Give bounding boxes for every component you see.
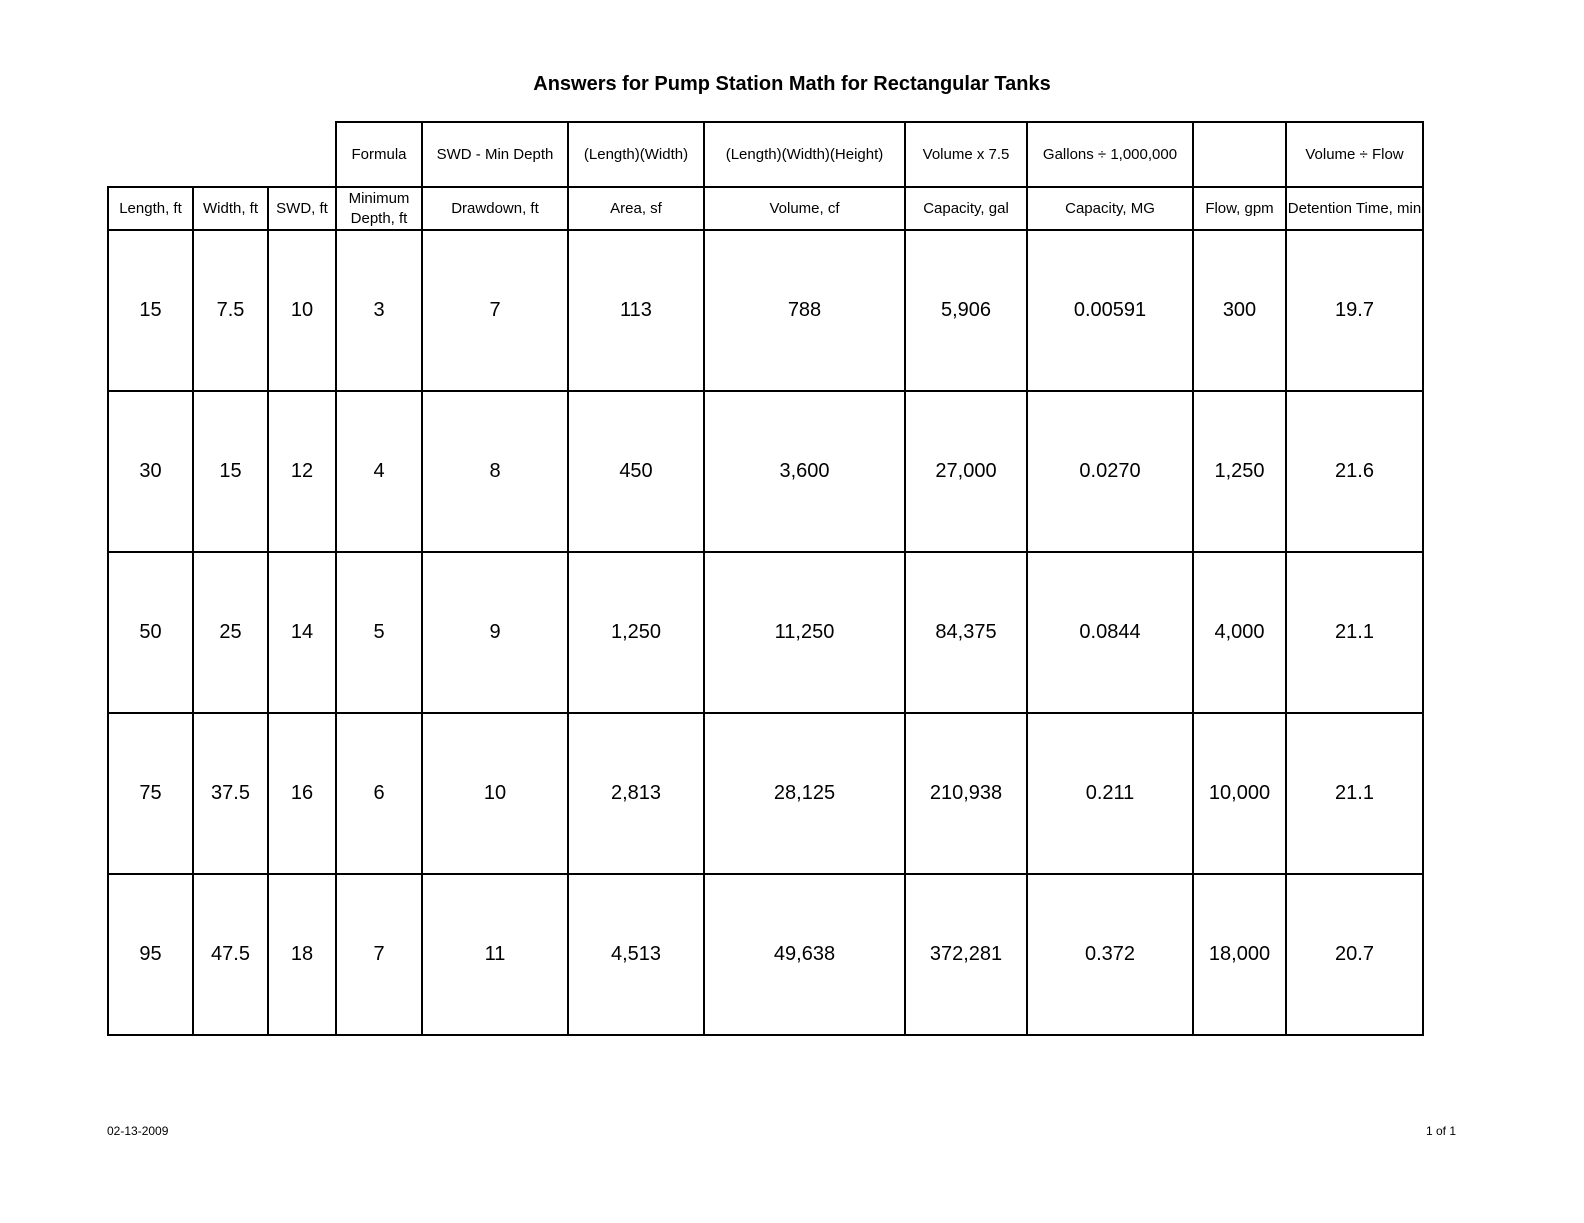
table-row (108, 874, 1423, 1035)
table-cell: 27,000 (905, 391, 1027, 552)
table-cell: 1,250 (568, 552, 704, 713)
table-cell: 2,813 (568, 713, 704, 874)
column-header: Width, ft (193, 187, 268, 230)
table-cell: 75 (108, 713, 193, 874)
column-header: Capacity, MG (1027, 187, 1193, 230)
table-cell: 0.211 (1027, 713, 1193, 874)
formula-cell: SWD - Min Depth (422, 122, 568, 187)
formula-cell: (Length)(Width) (568, 122, 704, 187)
table-cell: 372,281 (905, 874, 1027, 1035)
table-cell: 30 (108, 391, 193, 552)
table-cell: 4,000 (1193, 552, 1286, 713)
footer-date: 02-13-2009 (107, 1124, 169, 1138)
table-cell: 18,000 (1193, 874, 1286, 1035)
table-cell: 3 (336, 230, 422, 391)
blank-cell (108, 122, 193, 187)
table-cell: 10 (268, 230, 336, 391)
formula-cell: Volume x 7.5 (905, 122, 1027, 187)
column-header: Volume, cf (704, 187, 905, 230)
table-row (108, 552, 1423, 713)
table-cell: 21.6 (1286, 391, 1423, 552)
table-cell: 15 (108, 230, 193, 391)
table-cell: 21.1 (1286, 713, 1423, 874)
blank-cell (193, 122, 268, 187)
table-cell: 95 (108, 874, 193, 1035)
column-header: Length, ft (108, 187, 193, 230)
table-cell: 113 (568, 230, 704, 391)
formula-cell: (Length)(Width)(Height) (704, 122, 905, 187)
formula-cell: Formula (336, 122, 422, 187)
table-cell: 20.7 (1286, 874, 1423, 1035)
table-cell: 450 (568, 391, 704, 552)
table-cell: 4 (336, 391, 422, 552)
table-cell: 7.5 (193, 230, 268, 391)
footer-page-number: 1 of 1 (1426, 1124, 1457, 1138)
table-cell: 3,600 (704, 391, 905, 552)
table-cell: 16 (268, 713, 336, 874)
table-cell: 7 (336, 874, 422, 1035)
column-header: Flow, gpm (1193, 187, 1286, 230)
table-cell: 6 (336, 713, 422, 874)
table-cell: 21.1 (1286, 552, 1423, 713)
column-header: Detention Time, min (1286, 187, 1423, 230)
table-cell: 0.00591 (1027, 230, 1193, 391)
table-cell: 7 (422, 230, 568, 391)
table-cell: 0.0270 (1027, 391, 1193, 552)
table-cell: 1,250 (1193, 391, 1286, 552)
table-cell: 5,906 (905, 230, 1027, 391)
table-cell: 28,125 (704, 713, 905, 874)
table-cell: 15 (193, 391, 268, 552)
formula-cell: Volume ÷ Flow (1286, 122, 1423, 187)
formula-cell: Gallons ÷ 1,000,000 (1027, 122, 1193, 187)
table-cell: 10 (422, 713, 568, 874)
table-cell: 18 (268, 874, 336, 1035)
table-row (108, 230, 1423, 391)
answers-table (107, 121, 1424, 1036)
header-row (108, 187, 1423, 230)
table-cell: 49,638 (704, 874, 905, 1035)
column-header: Area, sf (568, 187, 704, 230)
table-cell: 12 (268, 391, 336, 552)
table-row (108, 713, 1423, 874)
table-cell: 5 (336, 552, 422, 713)
table-cell: 4,513 (568, 874, 704, 1035)
table-cell: 50 (108, 552, 193, 713)
page-title: Answers for Pump Station Math for Rectangular Tanks (533, 73, 1051, 95)
table-cell: 25 (193, 552, 268, 713)
column-header: Minimum Depth, ft (336, 187, 422, 230)
column-header: SWD, ft (268, 187, 336, 230)
table-cell: 11,250 (704, 552, 905, 713)
table-cell: 9 (422, 552, 568, 713)
column-header: Capacity, gal (905, 187, 1027, 230)
table-cell: 788 (704, 230, 905, 391)
table-cell: 84,375 (905, 552, 1027, 713)
column-header: Drawdown, ft (422, 187, 568, 230)
table-cell: 14 (268, 552, 336, 713)
table-row (108, 391, 1423, 552)
table-cell: 19.7 (1286, 230, 1423, 391)
table-cell: 210,938 (905, 713, 1027, 874)
table-cell: 37.5 (193, 713, 268, 874)
table-cell: 10,000 (1193, 713, 1286, 874)
blank-cell (268, 122, 336, 187)
formula-row (108, 122, 1423, 187)
table-cell: 0.372 (1027, 874, 1193, 1035)
table-cell: 0.0844 (1027, 552, 1193, 713)
table-cell: 47.5 (193, 874, 268, 1035)
table-cell: 300 (1193, 230, 1286, 391)
table-cell: 11 (422, 874, 568, 1035)
blank-cell (1193, 122, 1286, 187)
table-cell: 8 (422, 391, 568, 552)
